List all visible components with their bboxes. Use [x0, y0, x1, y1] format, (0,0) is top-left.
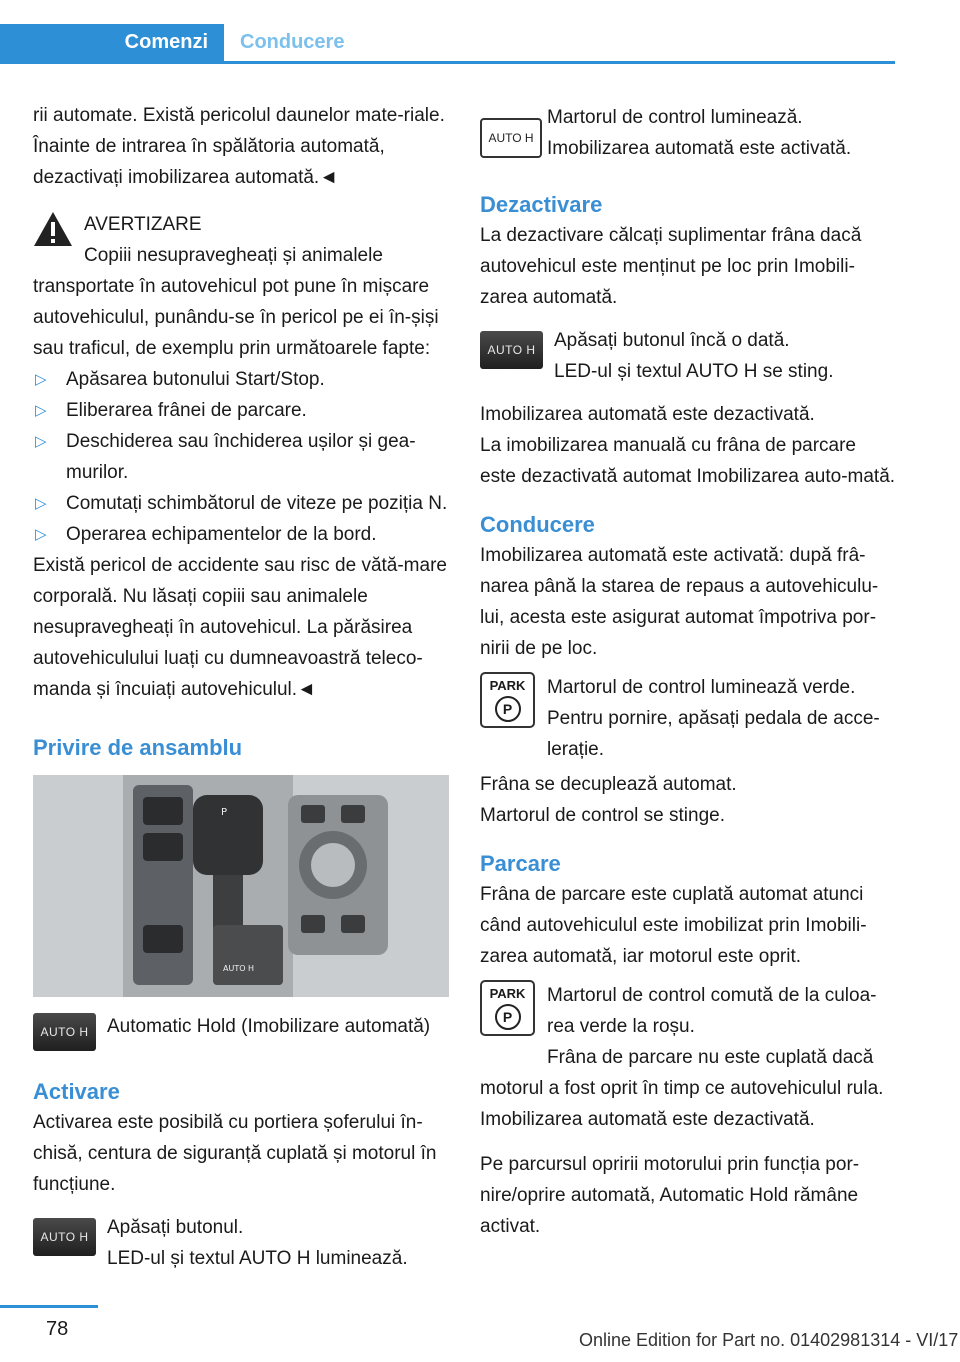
- warning-block: [33, 209, 449, 364]
- park-brake-icon: PARK P: [480, 980, 535, 1036]
- heading-park: Parcare: [480, 851, 561, 876]
- heading-drive: Conducere: [480, 512, 595, 537]
- auto-h-icon: AUTO H: [33, 1218, 96, 1256]
- auto-h-icon: AUTO H: [33, 1013, 96, 1051]
- result: Martorul de control luminează verde.: [547, 677, 856, 698]
- icon-caption-row: [33, 1011, 449, 1057]
- result: Imobilizarea automată este activată.: [547, 138, 852, 159]
- heading-overview: Privire de ansamblu: [33, 735, 243, 760]
- icon-caption: Automatic Hold (Imobilizare automată): [107, 1016, 431, 1037]
- left-column: [33, 100, 449, 1274]
- paragraph: Frâna de parcare nu este cuplată dacă motorul a fost oprit în timp ce autovehiculul rula. Imobilizarea automată este dezactivată.: [480, 1047, 884, 1130]
- warning-title: AVERTIZARE: [84, 214, 202, 235]
- instruction: Apăsați butonul.: [107, 1217, 244, 1238]
- edition-note: Online Edition for Part no. 01402981314 - VI/17: [579, 1330, 959, 1350]
- console-photo: [33, 775, 449, 997]
- list-item: ▷ Deschiderea sau închiderea ușilor și gea-murilor.: [33, 426, 449, 488]
- triangle-bullet-icon: ▷: [35, 402, 47, 419]
- hazard-list: [33, 364, 449, 550]
- list-item: ▷ Operarea echipamentelor de la bord.: [33, 519, 449, 550]
- tab-conducere[interactable]: Conducere: [240, 31, 345, 53]
- right-column: [480, 100, 896, 1242]
- triangle-bullet-icon: ▷: [35, 433, 47, 450]
- heading-deactivate: Dezactivare: [480, 192, 603, 217]
- paragraph: La dezactivare călcați suplimentar frâna dacă autovehicul este menținut pe loc prin Imobili-zarea automată.: [480, 225, 862, 308]
- paragraph: rii automate. Există pericolul daunelor mate-riale. Înainte de intrarea în spălătoria automată, dezactivați imobilizarea automată.◄: [33, 105, 445, 188]
- paragraph: Frâna se decuplează automat.: [480, 774, 737, 795]
- paragraph: Pe parcursul opririi motorului prin funcția por-nire/oprire automată, Automatic Hold rămâne activat.: [480, 1154, 860, 1237]
- instruction: Pentru pornire, apăsați pedala de acce-lerație.: [547, 708, 880, 760]
- result: Martorul de control comută de la culoa-rea verde la roșu.: [547, 985, 877, 1037]
- warning-text: Copiii nesupravegheați și animalele transportate în autovehicul pot pune în mișcare autovehiculul, punându-se în pericol pe ei în-șiși sau traficul, de exemplu prin următoarele fapte:: [33, 245, 439, 359]
- list-item: ▷ Eliberarea frânei de parcare.: [33, 395, 449, 426]
- photo-gear-label: P: [221, 807, 228, 818]
- paragraph: Martorul de control se stinge.: [480, 805, 726, 826]
- paragraph: Activarea este posibilă cu portiera șoferului în-chisă, centura de siguranță cuplată și motorul în funcțiune.: [33, 1112, 437, 1195]
- center-console-image: [33, 775, 449, 997]
- photo-auto-h-label: AUTO H: [223, 964, 255, 973]
- press-row: [33, 1212, 449, 1274]
- result: LED-ul și textul AUTO H luminează.: [107, 1248, 408, 1269]
- warning-icon: [33, 211, 73, 247]
- triangle-bullet-icon: ▷: [35, 371, 47, 388]
- list-item: ▷ Apăsarea butonului Start/Stop.: [33, 364, 449, 395]
- auto-h-icon: AUTO H: [480, 331, 543, 369]
- park-brake-icon: PARK P: [480, 672, 535, 728]
- instruction: Apăsați butonul încă o dată.: [554, 330, 790, 351]
- triangle-bullet-icon: ▷: [35, 526, 47, 543]
- park-red-row: [480, 980, 896, 1135]
- paragraph: Imobilizarea automată este activată: după frâ-narea până la starea de repaus a autovehiculu-lui, acesta este asigurat automat împotriva por-nirii de pe loc.: [480, 545, 879, 659]
- result: Martorul de control luminează.: [547, 107, 803, 128]
- header-tabs: [0, 24, 895, 64]
- tab-comenzi[interactable]: Comenzi: [0, 24, 224, 61]
- auto-h-outline-icon: AUTO H: [480, 118, 542, 158]
- footer-rule: [0, 1305, 98, 1308]
- paragraph: Frâna de parcare este cuplată automat atunci când autovehiculul este imobilizat prin Imobili-zarea automată, iar motorul este oprit.: [480, 884, 867, 967]
- press-again-row: [480, 325, 896, 387]
- paragraph: La imobilizarea manuală cu frâna de parcare este dezactivată automat Imobilizarea auto-mată.: [480, 435, 896, 487]
- list-item: ▷ Comutați schimbătorul de viteze pe poziția N.: [33, 488, 449, 519]
- page-number: 78: [46, 1318, 69, 1340]
- lamp-row: [480, 102, 896, 164]
- paragraph: Imobilizarea automată este dezactivată.: [480, 404, 815, 425]
- result: LED-ul și textul AUTO H se sting.: [554, 361, 834, 382]
- paragraph: Există pericol de accidente sau risc de vătă-mare corporală. Nu lăsați copiii sau animalele nesupravegheați în autovehicul. La părăsirea autovehiculului luați cu dumneavoastră teleco-manda și încuiați autovehiculul.◄: [33, 555, 447, 700]
- triangle-bullet-icon: ▷: [35, 495, 47, 512]
- park-green-row: [480, 672, 896, 765]
- heading-activate: Activare: [33, 1079, 120, 1104]
